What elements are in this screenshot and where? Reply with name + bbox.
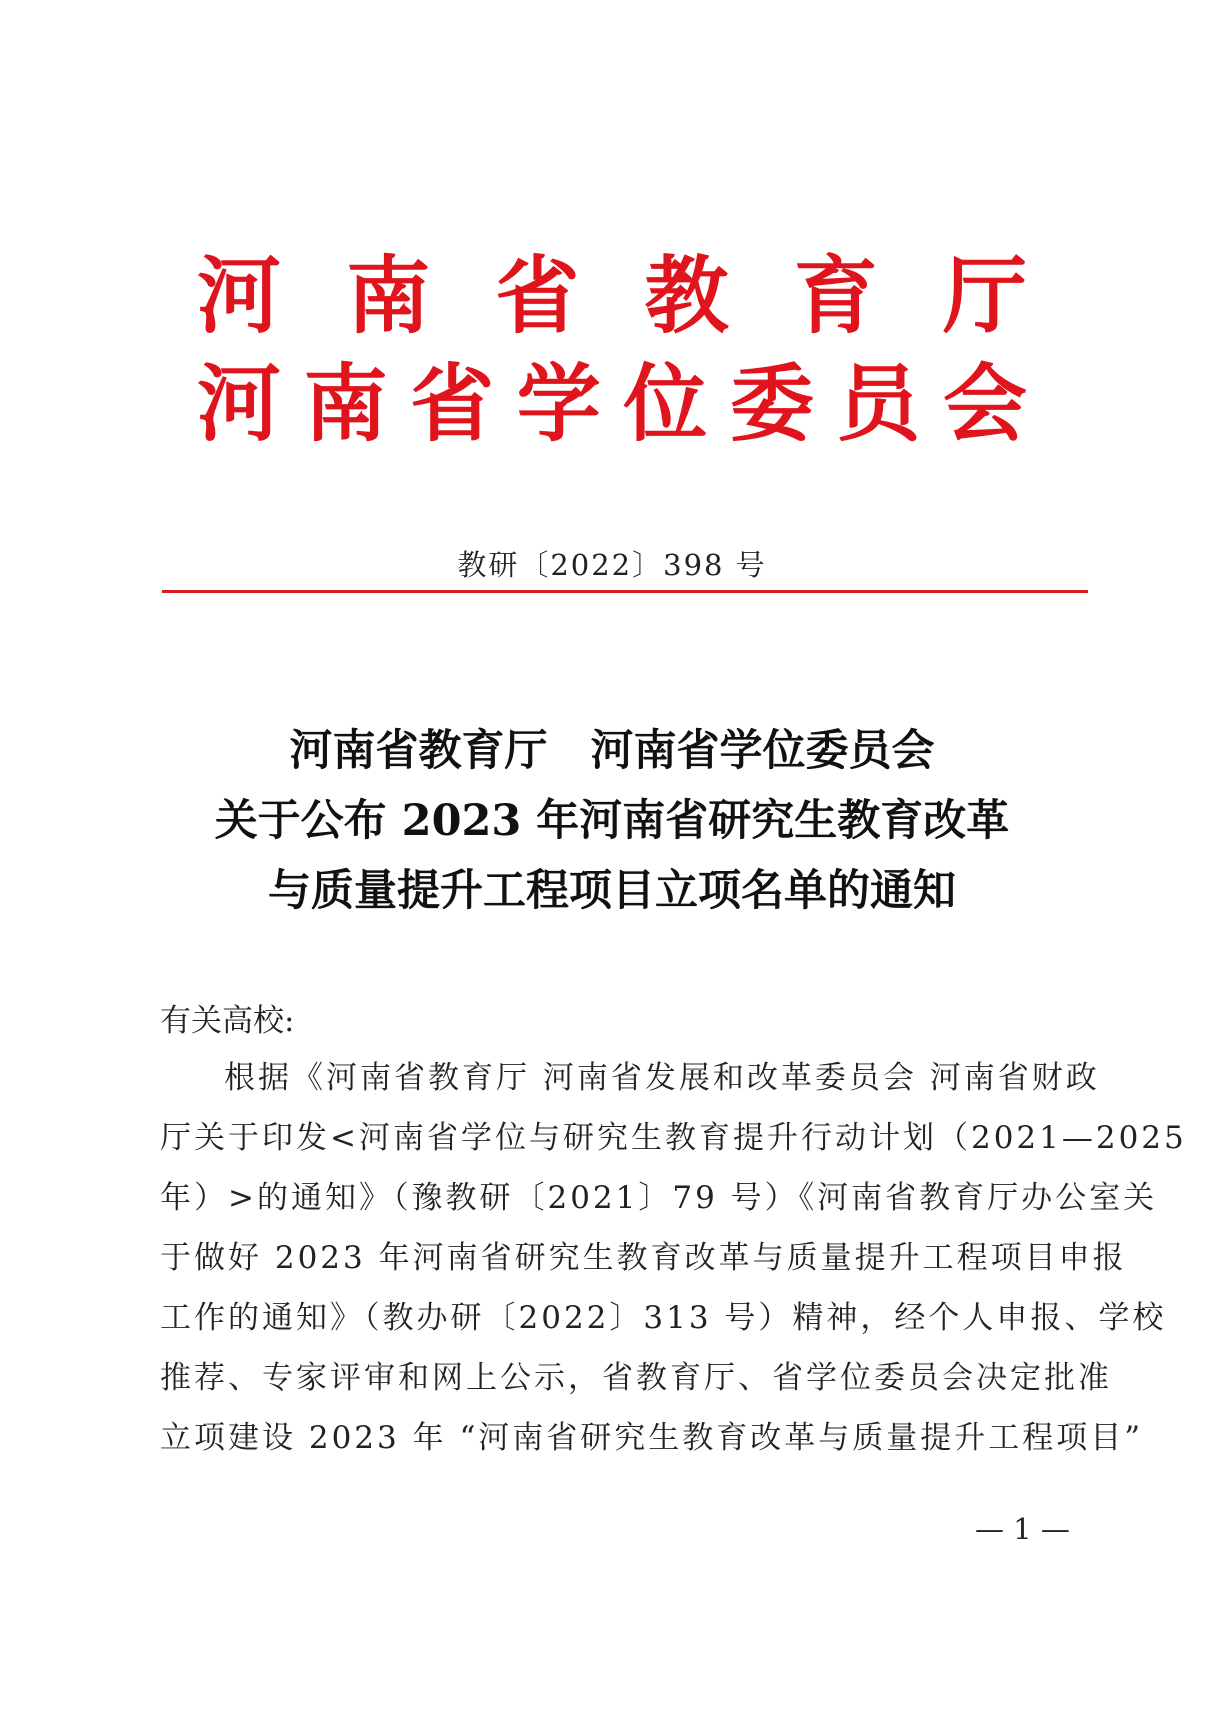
letterhead-char: 育 <box>793 246 878 345</box>
letterhead-line-2 <box>0 354 1224 453</box>
letterhead-char: 省 <box>410 354 495 453</box>
page-number: — 1 — <box>975 1512 1070 1546</box>
salutation: 有关高校: <box>160 1003 295 1039</box>
body-line: 立项建设 2023 年 “河南省研究生教育改革与质量提升工程项目” <box>160 1420 1144 1456</box>
letterhead-char: 厅 <box>942 246 1027 345</box>
body-paragraph <box>160 1048 1187 1468</box>
letterhead-char: 南 <box>303 354 388 453</box>
title-line: 关于公布 2023 年河南省研究生教育改革 <box>214 796 1010 846</box>
letterhead-char: 委 <box>729 354 814 453</box>
body-line: 根据《河南省教育厅 河南省发展和改革委员会 河南省财政 <box>224 1060 1100 1096</box>
letterhead-char: 员 <box>836 354 921 453</box>
letterhead-char: 河 <box>197 354 282 453</box>
body-line: 工作的通知》（教办研〔2022〕313 号）精神，经个人申报、学校 <box>160 1300 1167 1336</box>
red-divider-line <box>162 590 1088 593</box>
title-line: 河南省教育厅 河南省学位委员会 <box>289 726 935 776</box>
letterhead-char: 会 <box>942 354 1027 453</box>
body-line: 推荐、专家评审和网上公示，省教育厅、省学位委员会决定批准 <box>160 1360 1112 1396</box>
document-number: 教研〔2022〕398 号 <box>457 548 767 582</box>
body-line: 于做好 2023 年河南省研究生教育改革与质量提升工程项目申报 <box>160 1240 1127 1276</box>
body-line: 厅关于印发<河南省学位与研究生教育提升行动计划（2021—2025 <box>160 1120 1187 1156</box>
letterhead-char: 教 <box>644 246 729 345</box>
letterhead-char: 学 <box>516 354 601 453</box>
letterhead-char: 河 <box>197 246 282 345</box>
body-line: 年）>的通知》（豫教研〔2021〕79 号）《河南省教育厅办公室关 <box>160 1180 1158 1216</box>
letterhead-line-1 <box>0 246 1224 345</box>
document-title <box>0 716 1224 926</box>
letterhead-char: 省 <box>495 246 580 345</box>
letterhead-char: 南 <box>346 246 431 345</box>
title-line: 与质量提升工程项目立项名单的通知 <box>268 866 956 916</box>
letterhead-char: 位 <box>623 354 708 453</box>
